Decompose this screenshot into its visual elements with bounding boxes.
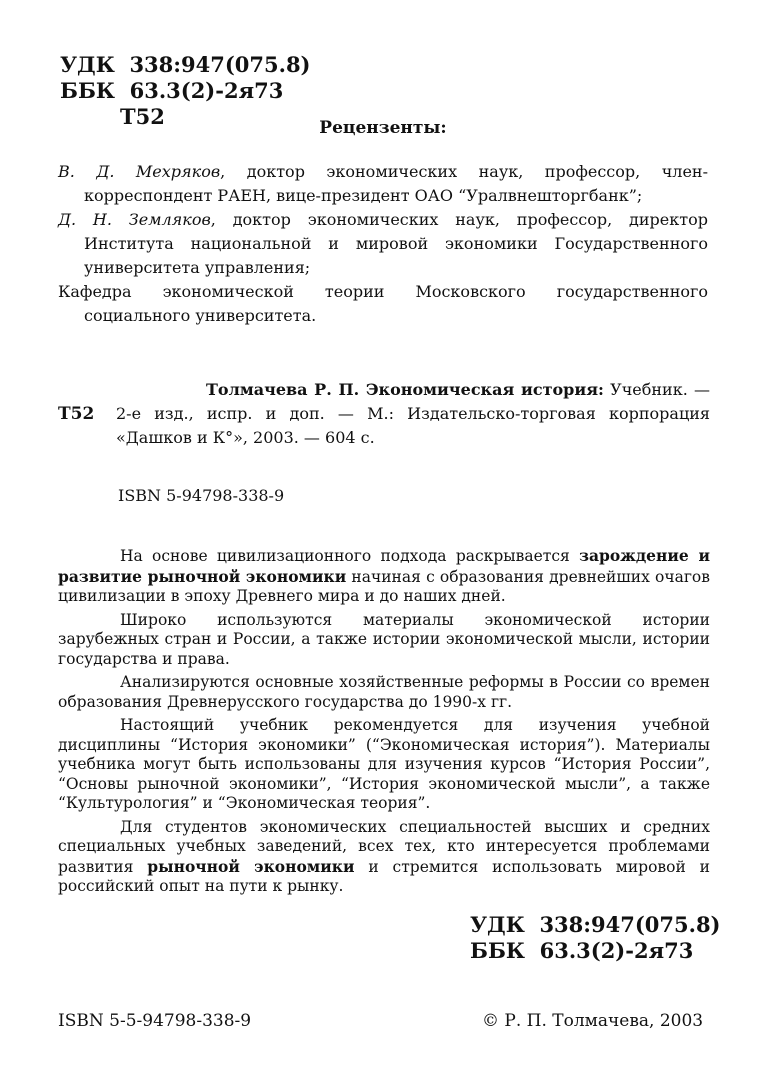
annotation-paragraph: Настоящий учебник рекомендуется для изучения учебной дисциплины “История экономики” (“Экономическая история”). Материалы учебника могут быть использованы для изучения курсов “История России”, “Основы рыночной экономики”, “История экономической мысли”, а также “Культурология” и “Экономическая теория”. xyxy=(58,716,710,812)
udk-code-bottom: УДК 338:947(075.8) xyxy=(470,912,721,937)
bbk-code: ББК 63.3(2)-2я73 xyxy=(60,78,284,103)
bibliographic-code: Т52 xyxy=(58,404,95,424)
reviewer-details: , доктор экономических наук, профессор, директор Института национальной и мировой экономики Государственного университета управления; xyxy=(84,210,708,277)
bibliographic-details: Учебник. — 2-е изд., испр. и доп. — М.: Издательско-торговая корпорация «Дашков и К°», 2003. — 604 с. xyxy=(116,380,710,447)
reviewer-item xyxy=(58,208,708,280)
reviewer-name: В. Д. Мехряков xyxy=(58,162,221,181)
reviewers-list xyxy=(58,160,708,328)
bbk-code-bottom: ББК 63.3(2)-2я73 xyxy=(470,938,694,963)
annotation-text: и стремится использовать мировой и российский опыт на пути к рынку. xyxy=(58,857,710,895)
bibliographic-heading: Толмачева Р. П. Экономическая история: xyxy=(206,380,604,399)
annotation-paragraph xyxy=(58,546,710,607)
annotation-text: Для студентов экономических специальностей высших и средних специальных учебных заведений, всех тех, кто интересуется проблемами развития xyxy=(58,817,710,876)
copyright-notice: © Р. П. Толмачева, 2003 xyxy=(482,1011,704,1031)
annotation xyxy=(58,546,710,901)
reviewer-details: , доктор экономических наук, профессор, член-корреспондент РАЕН, вице-президент ОАО “Уралвнешторгбанк”; xyxy=(84,162,708,205)
udk-code: УДК 338:947(075.8) xyxy=(60,52,311,77)
annotation-paragraph: Широко используются материалы экономической истории зарубежных стран и России, а также истории экономической мысли, истории государства и права. xyxy=(58,610,710,668)
author-mark: Т52 xyxy=(120,104,165,129)
annotation-paragraph xyxy=(58,818,710,897)
classification-block-bottom xyxy=(470,912,721,964)
annotation-emphasis: зарождение и развитие рыночной экономики xyxy=(58,546,710,586)
reviewer-name: Д. Н. Земляков xyxy=(58,210,211,229)
annotation-text: На основе цивилизационного подхода раскрывается xyxy=(120,547,580,565)
annotation-emphasis: рыночной экономики xyxy=(147,856,355,876)
bibliographic-text xyxy=(116,378,710,450)
reviewers-heading: Рецензенты: xyxy=(319,118,447,138)
annotation-paragraph: Анализируются основные хозяйственные реформы в России со времен образования Древнерусского государства до 1990-х гг. xyxy=(58,673,710,711)
reviewer-item xyxy=(58,160,708,208)
reviewer-details: Кафедра экономической теории Московского государственного социального университета. xyxy=(58,282,708,325)
annotation-text: начиная с образования древнейших очагов цивилизации в эпоху Древнего мира и до наших дней. xyxy=(58,567,710,605)
bibliographic-record xyxy=(58,378,710,450)
isbn-bottom: ISBN 5-5-94798-338-9 xyxy=(58,1011,252,1031)
isbn-top: ISBN 5-94798-338-9 xyxy=(118,486,285,505)
reviewer-item xyxy=(58,280,708,328)
